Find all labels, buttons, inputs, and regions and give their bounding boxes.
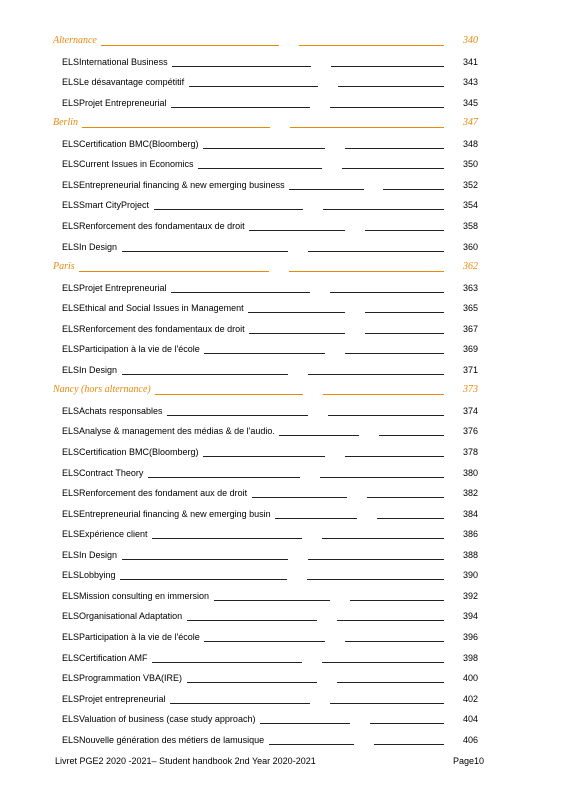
toc-entry-row[interactable] (62, 652, 478, 666)
toc-leader-line (154, 209, 303, 210)
toc-page-number: 347 (463, 117, 478, 129)
toc-leader-line (203, 148, 325, 149)
toc-leader-line (189, 86, 318, 87)
toc-entry-row[interactable] (62, 302, 478, 316)
toc-section-title: Alternance (53, 35, 97, 46)
toc-entry-row[interactable] (62, 590, 478, 604)
toc-entry-row[interactable] (62, 282, 478, 296)
toc-entry-row[interactable] (62, 241, 478, 255)
toc-leader-line (308, 559, 444, 560)
toc-page-number: 360 (462, 241, 478, 252)
toc-leader-line (337, 620, 444, 621)
toc-leader-line (307, 579, 444, 580)
toc-page-number: 350 (462, 159, 478, 170)
toc-leader-line (260, 723, 350, 724)
toc-page-number: 341 (462, 56, 478, 67)
toc-entry-row[interactable] (62, 425, 478, 439)
toc-page-number: 369 (462, 344, 478, 355)
toc-leader-line (249, 333, 345, 334)
toc-section-title: Nancy (hors alternance) (53, 384, 151, 396)
toc-leader-line (148, 477, 300, 478)
toc-leader-line (379, 435, 444, 436)
toc-leader-line (323, 394, 444, 395)
toc-leader-line (331, 66, 444, 67)
toc-entry-row[interactable] (62, 713, 478, 727)
toc-entry-title: ELSCertification AMF (62, 652, 148, 663)
toc-page-number: 345 (462, 97, 478, 108)
toc-leader-line (187, 620, 317, 621)
toc-leader-line (337, 682, 444, 683)
toc-entry-title: ELSProjet entrepreneurial (62, 693, 166, 704)
toc-leader-line (330, 107, 444, 108)
toc-page-number: 376 (462, 426, 478, 437)
toc-entry-row[interactable] (62, 199, 478, 213)
toc-entry-title: ELSOrganisational Adaptation (62, 611, 183, 622)
toc-leader-line (367, 497, 444, 498)
toc-entry-title: ELSIn Design (62, 241, 118, 252)
toc-leader-line (289, 271, 444, 272)
toc-entry-title: ELSSmart CityProject (62, 200, 150, 211)
toc-leader-line (290, 127, 444, 128)
toc-entry-row[interactable] (62, 528, 478, 542)
toc-leader-line (171, 107, 310, 108)
toc-leader-line (330, 703, 444, 704)
toc-leader-line (322, 538, 444, 539)
toc-entry-title: ELSAnalyse & management des médias & de l'audio. (62, 426, 275, 437)
toc-leader-line (345, 641, 444, 642)
toc-entry-title: ELSIn Design (62, 549, 118, 560)
toc-page-number: 363 (462, 282, 478, 293)
toc-leader-line (172, 66, 311, 67)
toc-entry-title: ELSCurrent Issues in Economics (62, 159, 194, 170)
footer-left: Livret PGE2 2020 -2021– Student handbook 2nd Year 2020-2021 (55, 756, 316, 766)
toc-entry-title: ELSContract Theory (62, 467, 144, 478)
toc-leader-line (365, 230, 444, 231)
toc-leader-line (299, 45, 444, 46)
toc-entry-title: ELSProgrammation VBA(IRE) (62, 673, 183, 684)
toc-entry-title: ELSLobbying (62, 570, 116, 581)
toc-leader-line (320, 477, 444, 478)
toc-section-title: Berlin (53, 117, 78, 129)
toc-entry-row[interactable] (62, 446, 478, 460)
toc-page-number: 378 (462, 447, 478, 457)
toc-leader-line (198, 168, 322, 169)
toc-entry-row[interactable] (62, 138, 478, 152)
toc-page-number: 398 (462, 652, 478, 663)
toc-page-number: 402 (462, 693, 478, 704)
toc-entry-row[interactable] (62, 220, 478, 234)
toc-page-number: 406 (462, 734, 478, 745)
toc-leader-line (204, 353, 325, 354)
toc-entry-title: ELSRenforcement des fondament aux de droit (62, 488, 248, 499)
toc-section-row[interactable] (53, 117, 478, 131)
toc-leader-line (323, 209, 444, 210)
toc-leader-line (203, 456, 325, 457)
toc-leader-line (365, 312, 444, 313)
toc-page-number: 348 (462, 138, 478, 149)
toc-leader-line (122, 559, 288, 560)
toc-entry-row[interactable] (62, 76, 478, 90)
toc-leader-line (120, 579, 287, 580)
toc-page-number: 371 (462, 364, 478, 375)
toc-leader-line (171, 292, 310, 293)
toc-entry-row[interactable] (62, 405, 478, 419)
toc-entry-row[interactable] (62, 364, 478, 378)
toc-page-number: 404 (462, 714, 478, 725)
toc-leader-line (279, 435, 359, 436)
toc-entry-title: ELSEntrepreneurial financing & new emerging business (62, 179, 285, 190)
toc-leader-line (377, 518, 444, 519)
toc-leader-line (330, 292, 444, 293)
toc-entry-title: ELSProjet Entrepreneurial (62, 282, 167, 293)
toc-leader-line (155, 394, 303, 395)
toc-page-number: 396 (462, 631, 478, 642)
toc-leader-line (167, 415, 308, 416)
toc-entry-title: ELSAchats responsables (62, 405, 163, 416)
toc-page-number: 386 (462, 529, 478, 540)
toc-page-number: 373 (463, 384, 478, 396)
toc-page-number: 343 (462, 77, 478, 88)
toc-leader-line (383, 189, 444, 190)
toc-entry-row[interactable] (62, 179, 478, 193)
toc-leader-line (328, 415, 444, 416)
toc-leader-line (275, 518, 357, 519)
toc-leader-line (214, 600, 330, 601)
toc-leader-line (82, 127, 270, 128)
toc-leader-line (374, 744, 444, 745)
toc-entry-title: ELSNouvelle génération des métiers de lamusique (62, 734, 265, 745)
toc-section-row[interactable] (53, 384, 478, 398)
toc-page-number: 388 (462, 549, 478, 560)
toc-entry-row[interactable] (62, 158, 478, 172)
toc-leader-line (269, 744, 354, 745)
toc-entry-row[interactable] (62, 631, 478, 645)
toc-entry-row[interactable] (62, 323, 478, 337)
toc-leader-line (289, 189, 364, 190)
toc-page-number: 392 (462, 590, 478, 601)
toc-entry-title: ELSRenforcement des fondamentaux de droit (62, 220, 245, 231)
toc-page-number: 374 (462, 405, 478, 416)
toc-entry-row[interactable] (62, 672, 478, 686)
toc-page-number: 384 (462, 508, 478, 519)
toc-leader-line (152, 538, 302, 539)
toc-leader-line (342, 168, 444, 169)
toc-page-number: 382 (462, 488, 478, 499)
toc-page-number: 380 (462, 467, 478, 478)
toc-leader-line (249, 230, 345, 231)
toc-leader-line (345, 353, 444, 354)
toc-leader-line (122, 251, 288, 252)
toc-page-number: 390 (462, 570, 478, 581)
toc-entry-title: ELSInternational Business (62, 56, 168, 67)
toc-entry-title: ELSMission consulting en immersion (62, 590, 210, 601)
toc-leader-line (248, 312, 345, 313)
toc-page-number: 365 (462, 303, 478, 314)
toc-leader-line (365, 333, 444, 334)
toc-entry-row[interactable] (62, 508, 478, 522)
toc-leader-line (308, 251, 444, 252)
toc-section-title: Paris (53, 261, 75, 273)
toc-entry-row[interactable] (62, 569, 478, 583)
toc-leader-line (187, 682, 317, 683)
toc-page-number: 394 (462, 611, 478, 622)
toc-entry-row[interactable] (62, 549, 478, 563)
toc-entry-row[interactable] (62, 734, 478, 748)
toc-entry-row[interactable] (62, 610, 478, 624)
toc-page-number: 400 (462, 673, 478, 684)
toc-entry-title: ELSEntrepreneurial financing & new emerging busin (62, 508, 271, 519)
toc-section-row[interactable] (53, 35, 478, 49)
toc-entry-row[interactable] (62, 467, 478, 481)
toc-leader-line (79, 271, 269, 272)
toc-page-number: 367 (462, 323, 478, 334)
toc-leader-line (101, 45, 279, 46)
toc-leader-line (204, 641, 325, 642)
toc-page-number: 352 (462, 179, 478, 190)
toc-entry-row[interactable] (62, 56, 478, 70)
toc-leader-line (122, 374, 288, 375)
toc-page-number: 362 (463, 261, 478, 273)
toc-leader-line (170, 703, 310, 704)
toc-leader-line (370, 723, 444, 724)
toc-entry-title: ELSParticipation à la vie de l'école (62, 631, 200, 642)
toc-leader-line (350, 600, 444, 601)
toc-entry-row[interactable] (62, 693, 478, 707)
footer-page-number: Page10 (452, 756, 484, 766)
toc-entry-row[interactable] (62, 487, 478, 501)
toc-entry-row[interactable] (62, 343, 478, 357)
toc-entry-title: ELSRenforcement des fondamentaux de droit (62, 323, 245, 334)
toc-entry-title: ELSCertification BMC(Bloomberg) (62, 138, 199, 149)
toc-leader-line (322, 662, 444, 663)
toc-page-number: 358 (462, 220, 478, 231)
toc-entry-title: ELSExpérience client (62, 529, 148, 540)
toc-page-number: 354 (462, 200, 478, 211)
toc-entry-title: ELSCertification BMC(Bloomberg) (62, 447, 199, 457)
toc-leader-line (152, 662, 302, 663)
toc-leader-line (308, 374, 444, 375)
toc-entry-title: ELSParticipation à la vie de l'école (62, 344, 200, 355)
toc-leader-line (252, 497, 347, 498)
toc-leader-line (345, 148, 444, 149)
toc-entry-title: ELSProjet Entrepreneurial (62, 97, 167, 108)
toc-page-number: 340 (463, 35, 478, 46)
toc-section-row[interactable] (53, 261, 478, 275)
toc-leader-line (338, 86, 444, 87)
toc-leader-line (345, 456, 444, 457)
toc-entry-title: ELSLe désavantage compétitif (62, 77, 185, 88)
toc-entry-title: ELSValuation of business (case study approach) (62, 714, 256, 725)
toc-entry-title: ELSEthical and Social Issues in Management (62, 303, 244, 314)
toc-entry-title: ELSIn Design (62, 364, 118, 375)
toc-entry-row[interactable] (62, 97, 478, 111)
